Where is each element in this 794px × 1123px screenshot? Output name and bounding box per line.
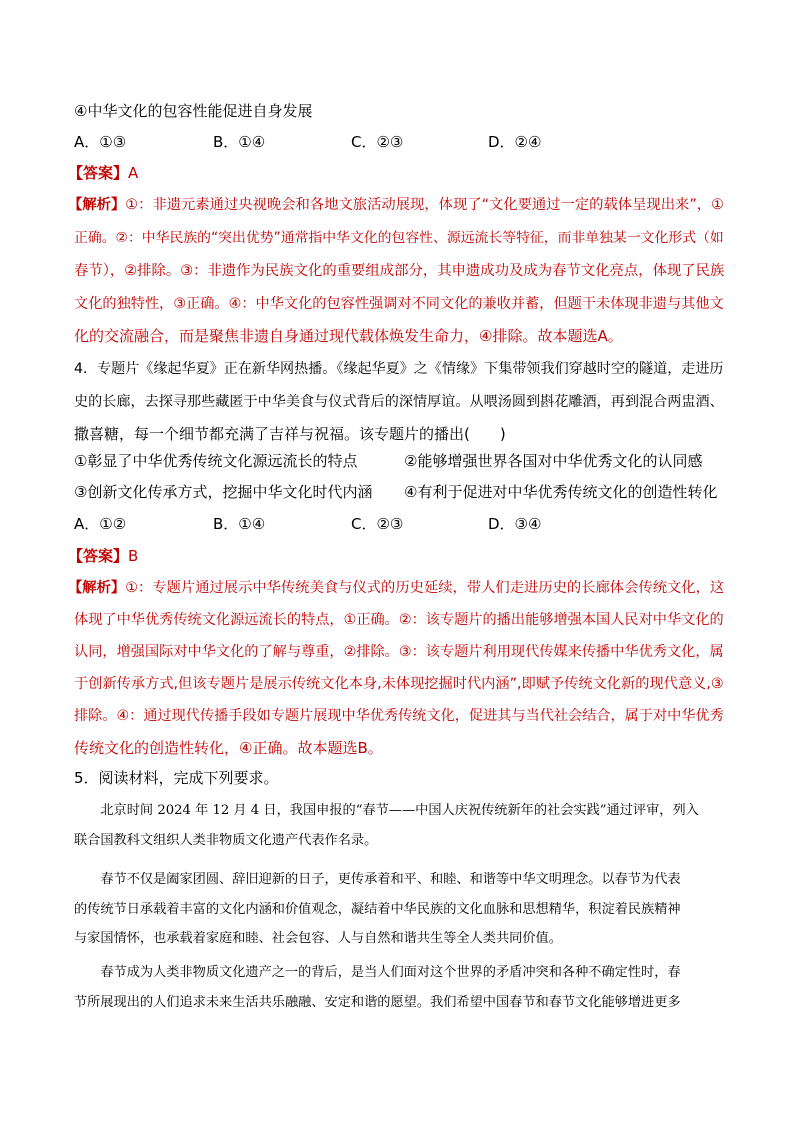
q5-stem: 5．阅读材料，完成下列要求。 xyxy=(74,769,279,787)
q4-analysis-line-4: 于创新传承方式,但该专题片是展示传统文化本身,未体现挖掘时代内涵”,即赋予传统文化新的现代意义,③ xyxy=(74,676,724,692)
q4-option-b: B．①④ xyxy=(213,515,266,533)
q5-material-line-6: 春节成为人类非物质文化遗产之一的背后，是当人们面对这个世界的矛盾冲突和各种不确定性时，春 xyxy=(74,965,681,980)
q3-option-b: B．①④ xyxy=(213,133,266,151)
q3-statement-4: ④中华文化的包容性能促进自身发展 xyxy=(74,102,313,120)
q5-material-line-5: 与家国情怀，也承载着家庭和睦、社会包容、人与自然和谐共生等全人类共同价值。 xyxy=(74,931,562,946)
q4-analysis-line-6: 传统文化的创造性转化，④正确。故本题选B。 xyxy=(74,739,383,757)
q3-option-d: D．②④ xyxy=(488,133,542,151)
q5-material-line-2: 联合国教科文组织人类非物质文化遗产代表作名录。 xyxy=(74,833,378,848)
q4-stem-line-1: 4．专题片《缘起华夏》正在新华网热播。《缘起华夏》之《情缘》下集带领我们穿越时空的隧道，走进历 xyxy=(74,361,724,377)
q3-analysis-line-4: 文化的独特性，③正确。④：中华文化的包容性强调对不同文化的兼收并蓄，但题干未体现非遗与其他文 xyxy=(74,296,724,312)
q3-analysis-line-1 xyxy=(68,195,724,215)
q4-statement-4: ④有利于促进对中华优秀传统文化的创造性转化 xyxy=(404,483,718,501)
q4-analysis-line-2: 体现了中华优秀传统文化源远流长的特点，①正确。②：该专题片的播出能够增强本国人民对中华文化的 xyxy=(74,612,724,628)
q4-statement-1: ①彰显了中华优秀传统文化源远流长的特点 xyxy=(74,452,358,470)
q4-option-d: D．③④ xyxy=(488,515,542,533)
q3-option-c: C．②③ xyxy=(351,133,404,151)
q4-option-a: A．①② xyxy=(74,515,127,533)
q3-analysis-line-5: 化的交流融合，而是聚焦非遗自身通过现代载体焕发生命力，④排除。故本题选A。 xyxy=(74,327,623,345)
q5-material-line-1: 北京时间 2024 年 12 月 4 日，我国申报的“春节——中国人庆祝传统新年的社会实践”通过评审，列入 xyxy=(74,803,699,818)
q3-analysis-line-2: 正确。②：中华民族的“突出优势”通常指中华文化的包容性、源远流长等特征，而非单独某一文化形式（如 xyxy=(74,230,724,246)
q4-analysis-line-3: 认同，增强国际对中华文化的了解与尊重，②排除。③：该专题片利用现代传媒来传播中华优秀文化，属 xyxy=(74,644,724,660)
q5-material-line-7: 节所展现出的人们追求未来生活共乐融融、安定和谐的愿望。我们希望中国春节和春节文化能够增进更多 xyxy=(74,995,681,1010)
answer-value: B xyxy=(128,547,139,565)
analysis-text: ①：非遗元素通过央视晚会和各地文旅活动展现，体现了“文化要通过一定的载体呈现出来”，① xyxy=(125,197,724,213)
q5-material-line-4: 的传统节日承载着丰富的文化内涵和价值观念，凝结着中华民族的文化血脉和思想精华，积淀着民族精神 xyxy=(74,902,681,917)
analysis-label: 【解析】 xyxy=(68,197,126,213)
q3-option-a: A．①③ xyxy=(74,133,127,151)
answer-label: 【答案】 xyxy=(68,547,129,565)
q3-analysis-line-3: 春节），②排除。③：非遗作为民族文化的重要组成部分，其申遗成功及成为春节文化亮点，体现了民族 xyxy=(74,263,725,279)
analysis-label: 【解析】 xyxy=(68,580,126,596)
answer-value: A xyxy=(128,164,139,182)
q4-statement-2: ②能够增强世界各国对中华优秀文化的认同感 xyxy=(404,452,703,470)
analysis-text: ①：专题片通过展示中华传统美食与仪式的历史延续，带人们走进历史的长廊体会传统文化，这 xyxy=(125,580,725,596)
q4-answer xyxy=(68,546,138,566)
q4-stem-line-2: 史的长廊，去探寻那些藏匿于中华美食与仪式背后的深情厚谊。从喂汤圆到斟花雕酒，再到混合两盅酒、 xyxy=(74,394,724,410)
q4-statement-3: ③创新文化传承方式，挖掘中华文化时代内涵 xyxy=(74,483,373,501)
q4-analysis-line-5: 排除。④：通过现代传播手段如专题片展现中华优秀传统文化，促进其与当代社会结合，属于对中华优秀 xyxy=(74,708,724,724)
q4-stem-line-3: 撒喜糖，每一个细节都充满了吉祥与祝福。该专题片的播出( ) xyxy=(74,425,506,443)
q4-analysis-line-1 xyxy=(68,578,724,598)
q5-material-line-3: 春节不仅是阖家团圆、辞旧迎新的日子，更传承着和平、和睦、和谐等中华文明理念。以春节为代表 xyxy=(74,872,681,887)
q3-answer xyxy=(68,163,138,183)
q4-option-c: C．②③ xyxy=(351,515,404,533)
answer-label: 【答案】 xyxy=(68,164,129,182)
